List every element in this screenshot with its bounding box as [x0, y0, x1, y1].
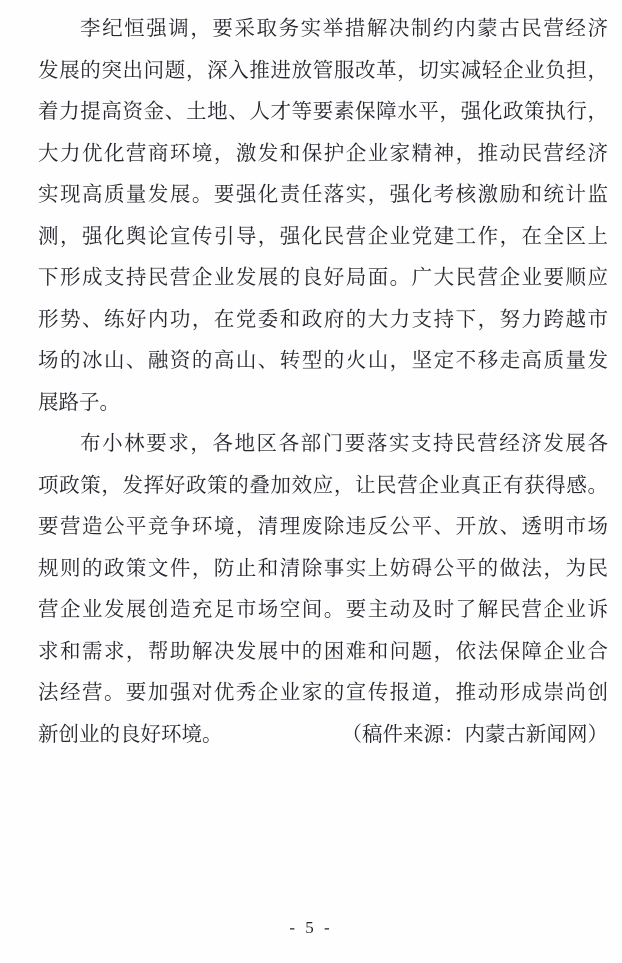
- text-line: 求和需求，帮助解决发展中的困难和问题，依法保障企业合: [38, 640, 608, 663]
- text-line: 法经营。要加强对优秀企业家的宣传报道，推动形成崇尚创: [38, 682, 608, 704]
- text-line: 下形成支持民营企业发展的良好局面。广大民营企业要顺应: [38, 267, 608, 289]
- text-line: 形势、练好内功，在党委和政府的大力支持下，努力跨越市: [38, 308, 608, 331]
- text-line: [38, 715, 608, 757]
- text-line: 布小林要求，各地区各部门要落实支持民营经济发展各: [80, 433, 608, 455]
- paragraph-end-text: 新创业的良好环境。: [38, 723, 223, 746]
- text-line: 规则的政策文件，防止和清除事实上妨碍公平的做法，为民: [38, 557, 608, 580]
- text-line: 营企业发展创造充足市场空间。要主动及时了解民营企业诉: [38, 599, 608, 621]
- text-line: 测，强化舆论宣传引导，强化民营企业党建工作，在全区上: [38, 225, 608, 248]
- text-line: 大力优化营商环境，激发和保护企业家精神，推动民营经济: [38, 142, 608, 165]
- text-line: 发展的突出问题，深入推进放管服改革，切实减轻企业负担，: [38, 59, 608, 82]
- text-line: 实现高质量发展。要强化责任落实，强化考核激励和统计监: [38, 184, 608, 206]
- text-line: 项政策，发挥好政策的叠加效应，让民营企业真正有获得感。: [38, 474, 608, 497]
- source-attribution: （稿件来源：内蒙古新闻网）: [341, 723, 608, 746]
- text-line: 着力提高资金、土地、人才等要素保障水平，强化政策执行，: [38, 101, 608, 123]
- text-line: 场的冰山、融资的高山、转型的火山，坚定不移走高质量发: [38, 350, 608, 372]
- text-line: 李纪恒强调，要采取务实举措解决制约内蒙古民营经济: [80, 18, 608, 40]
- text-line: 要营造公平竞争环境，清理废除违反公平、开放、透明市场: [38, 516, 608, 538]
- paragraph-1: [38, 9, 608, 424]
- page-number: - 5 -: [289, 918, 333, 937]
- paragraph-2: [38, 424, 608, 756]
- text-line: 展路子。: [38, 391, 120, 414]
- body-text: [38, 9, 608, 756]
